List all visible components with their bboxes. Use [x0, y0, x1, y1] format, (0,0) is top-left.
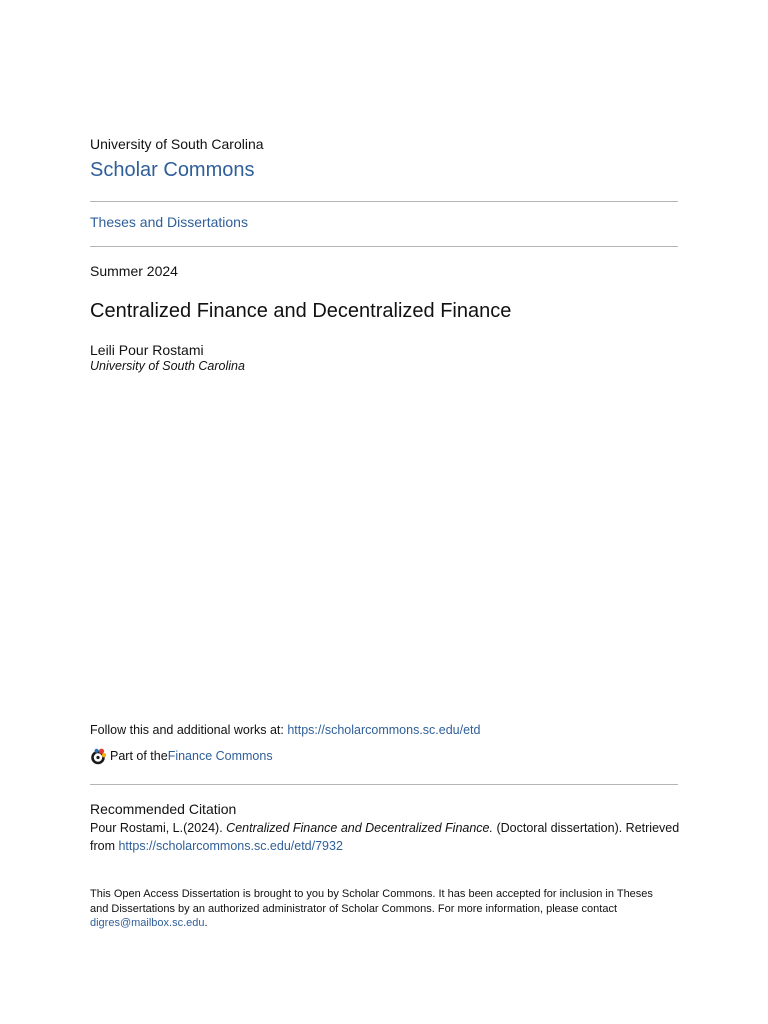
author-affiliation: University of South Carolina — [90, 359, 245, 373]
publication-date: Summer 2024 — [90, 263, 178, 279]
notice-text: This Open Access Dissertation is brought to you by Scholar Commons. It has been accepted for inclusion in Theses and Dissertations by an authorized administrator of Scholar Commons. For more information, please contact — [90, 888, 653, 915]
citation-text — [90, 820, 682, 855]
citation-suffix: (Doctoral dissertation). Retrieved from — [90, 821, 680, 853]
part-of-line — [90, 746, 273, 766]
finance-commons-link[interactable]: Finance Commons — [167, 749, 273, 763]
repository-link[interactable]: Scholar Commons — [90, 159, 255, 181]
divider-collection — [90, 246, 678, 247]
citation-author-year: Pour Rostami, L.(2024). — [90, 821, 227, 835]
open-access-notice — [90, 887, 670, 931]
divider-citation — [90, 784, 678, 785]
follow-line — [90, 723, 480, 738]
citation-url-link[interactable]: https://scholarcommons.sc.edu/etd/7932 — [118, 838, 343, 853]
part-of-prefix: Part of the — [110, 749, 168, 763]
institution-name: University of South Carolina — [90, 136, 264, 152]
divider-top — [90, 201, 678, 202]
citation-title: Centralized Finance and Decentralized Finance. — [226, 821, 493, 835]
notice-end: . — [204, 917, 208, 929]
citation-heading: Recommended Citation — [90, 801, 237, 817]
contact-email-link[interactable]: digres@mailbox.sc.edu — [90, 917, 205, 929]
document-title: Centralized Finance and Decentralized Finance — [90, 300, 512, 322]
etd-collection-link[interactable]: https://scholarcommons.sc.edu/etd — [287, 723, 481, 737]
follow-prefix: Follow this and additional works at: — [90, 723, 288, 737]
collection-link[interactable]: Theses and Dissertations — [90, 214, 248, 230]
author-name: Leili Pour Rostami — [90, 342, 204, 358]
network-icon — [90, 748, 107, 765]
